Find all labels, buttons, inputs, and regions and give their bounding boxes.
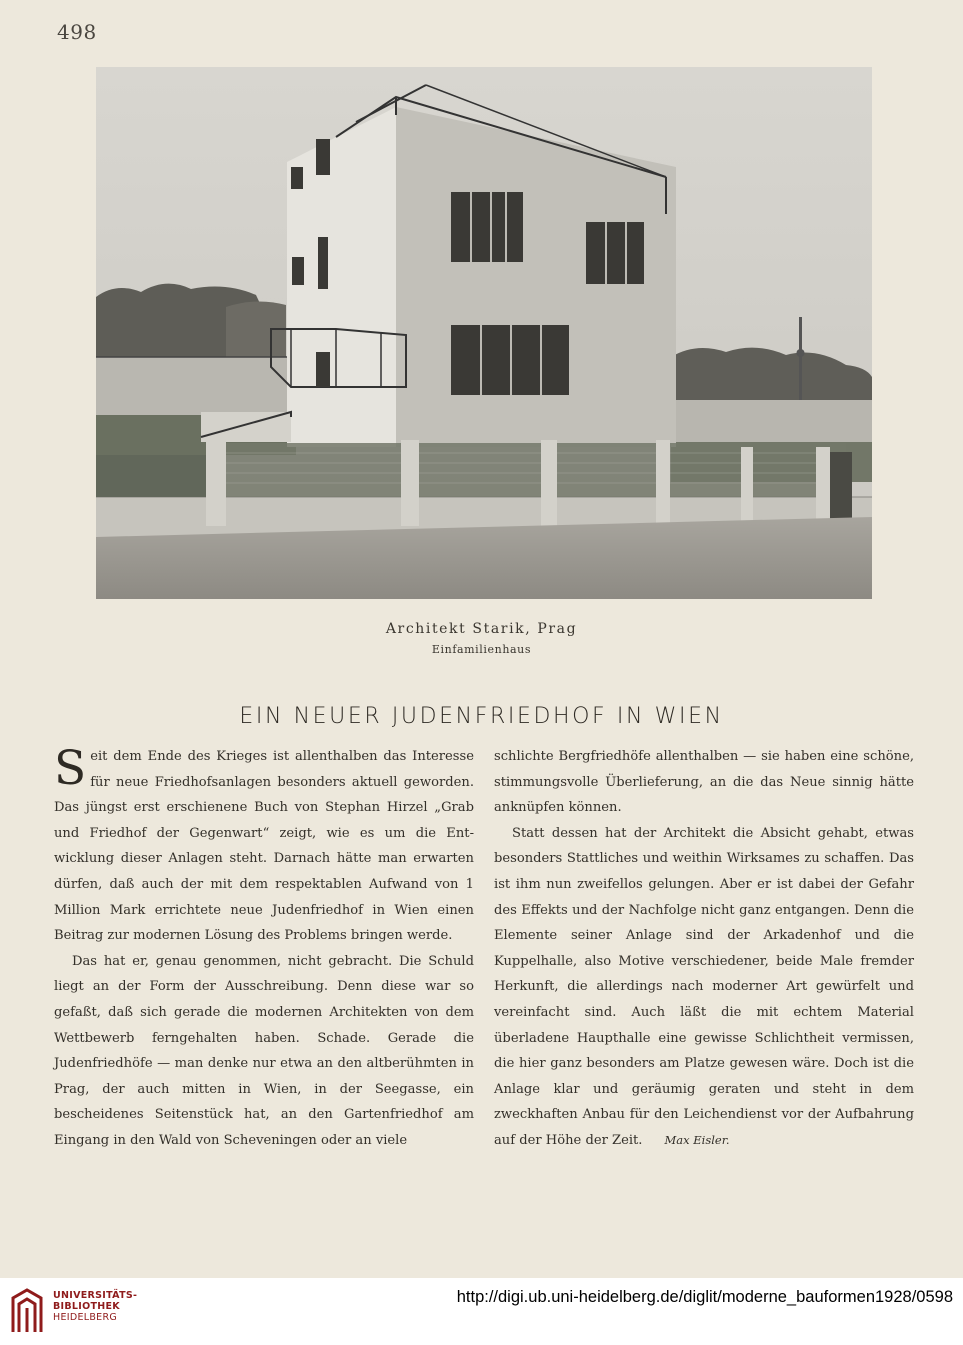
- paragraph-text: Statt dessen hat der Architekt die Absicht gehabt, etwas besonders Stattliches und weithin Wirksames zu schaffen. Das ist ihm nun zweifellos gelungen. Aber er ist dabei der Gefahr des Effekts und der Nachfolge nicht ganz entgangen. Denn die Elemente seiner Anlage sind der Arkadenhof und die Kuppelhalle, also Motive verschiedener, beide Male fremder Herkunft, die allerdings nach moderner Art gewürfelt und vereinfacht sind. Auch läßt die mit echtem Material überladene Haupthalle eine gewisse Schlichtheit vermissen, die hier ganz besonders am Platze gewesen wäre. Doch ist die Anlage klar und geräumig geraten und steht in dem zweckhaften Anbau für den Leichendienst vor der Aufbahrung auf der Höhe der Zeit.: [494, 825, 914, 1148]
- figure-caption-title: Einfamilienhaus: [431, 643, 532, 656]
- library-name-line: UNIVERSITÄTS-: [53, 1290, 138, 1301]
- library-logo-icon: [10, 1288, 44, 1334]
- article-column-left: [54, 741, 474, 1154]
- house-photograph: [96, 67, 872, 599]
- article-column-right: [494, 744, 914, 1154]
- paragraph-text: eit dem Ende des Krieges ist allenthalben das Interesse für neue Friedhofsanlagen besonders aktuell geworden. Das jüngst erst erschienene Buch von Stephan Hirzel „Grab und Friedhof der Gegenwart“ zeigt, wie es um die Entwicklung dieser Anlagen steht. Darnach hätte man erwarten dürfen, daß auch der mit dem respektablen Aufwand von 1 Million Mark errichtete neue Judenfriedhof in Wien einen Beitrag zur modernen Lösung des Problems bringen werde.: [54, 749, 474, 944]
- library-name: [53, 1290, 137, 1323]
- paragraph: schlichte Bergfriedhöfe allenthalben — sie haben eine schöne, stimmungsvolle Überlieferung, an die das Neue sinnig hätte anknüpfen können.: [494, 749, 914, 816]
- author-signature: Max Eisler.: [664, 1132, 730, 1147]
- library-name-line: HEIDELBERG: [53, 1312, 118, 1323]
- drop-cap: S: [54, 741, 87, 796]
- paragraph: [54, 741, 474, 949]
- figure-caption-architect: Architekt Starik, Prag: [385, 621, 578, 637]
- page-number: 498: [57, 20, 97, 44]
- article-title: EIN NEUER JUDENFRIEDHOF IN WIEN: [239, 704, 724, 729]
- source-url-link[interactable]: http://digi.ub.uni-heidelberg.de/diglit/moderne_bauformen1928/0598: [456, 1288, 953, 1306]
- paragraph: [494, 821, 914, 1154]
- library-name-line: BIBLIOTHEK: [53, 1301, 120, 1312]
- paragraph: Das hat er, genau genommen, nicht gebracht. Die Schuld liegt an der Form der Ausschreibung. Denn diese war so gefaßt, daß sich gerade die modernen Architekten von dem Wettbewerb ferngehalten haben. Schade. Gerade die Judenfriedhöfe — man denke nur etwa an den altberühmten in Prag, der auch mitten in Wien, in der Seegasse, ein bescheidenes Seitenstück hat, an den Gartenfriedhof am Eingang in den Wald von Scheveningen oder an viele: [54, 953, 474, 1148]
- digitization-footer: [0, 1278, 963, 1345]
